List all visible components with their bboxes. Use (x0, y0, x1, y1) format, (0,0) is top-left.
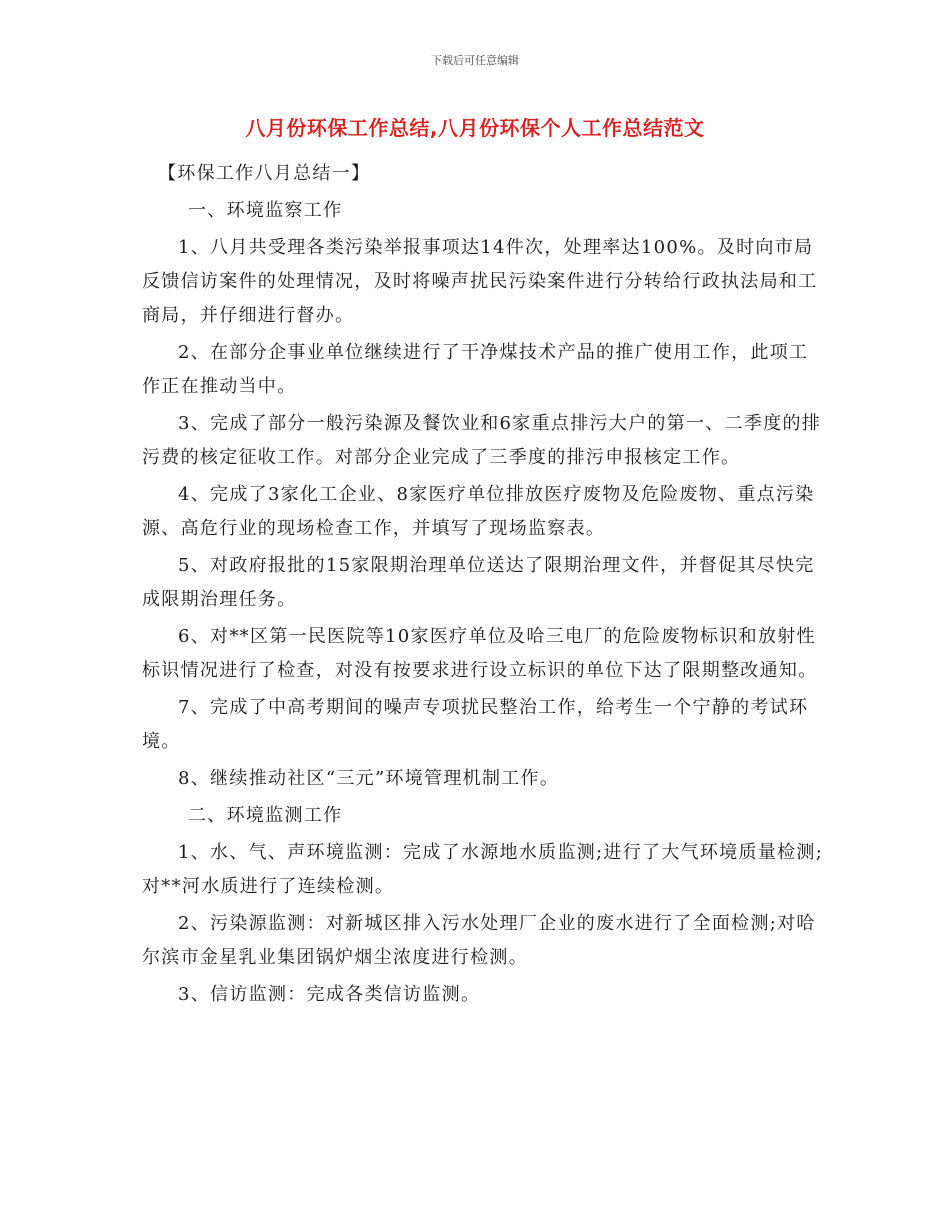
paragraph: 6、对**区第一民医院等10家医疗单位及哈三电厂的危险废物标识和放射性标识情况进行了检查，对没有按要求进行设立标识的单位下达了限期整改通知。 (142, 626, 818, 681)
paragraph: 2、在部分企事业单位继续进行了干净煤技术产品的推广使用工作，此项工作正在推动当中。 (142, 342, 809, 397)
paragraph: 8、继续推动社区“三元”环境管理机制工作。 (178, 768, 560, 789)
paragraph: 1、水、气、声环境监测：完成了水源地水质监测;进行了大气环境质量检测;对**河水质进行了连续检测。 (142, 842, 824, 897)
paragraph: 7、完成了中高考期间的噪声专项扰民整治工作，给考生一个宁静的考试环境。 (142, 697, 809, 752)
section-heading: 【环保工作八月总结一】 (158, 163, 371, 184)
paragraph: 4、完成了3家化工企业、8家医疗单位排放医疗废物及危险废物、重点污染源、高危行业的现场检查工作，并填写了现场监察表。 (142, 484, 815, 539)
paragraph: 3、完成了部分一般污染源及餐饮业和6家重点排污大户的第一、二季度的排污费的核定征收工作。对部分企业完成了三季度的排污申报核定工作。 (142, 413, 822, 468)
paragraph: 2、污染源监测：对新城区排入污水处理厂企业的废水进行了全面检测;对哈尔滨市金星乳业集团锅炉烟尘浓度进行检测。 (142, 913, 816, 968)
part2-heading: 二、环境监测工作 (188, 805, 343, 826)
document-body (142, 157, 827, 1015)
part1-heading: 一、环境监察工作 (188, 200, 343, 221)
document-title: 八月份环保工作总结,八月份环保个人工作总结范文 (245, 116, 705, 140)
paragraph: 1、八月共受理各类污染举报事项达14件次，处理率达100%。及时向市局反馈信访案件的处理情况，及时将噪声扰民污染案件进行分转给行政执法局和工商局，并仔细进行督办。 (142, 237, 818, 326)
header-note: 下载后可任意编辑 (431, 54, 519, 67)
paragraph: 5、对政府报批的15家限期治理单位送达了限期治理文件，并督促其尽快完成限期治理任务。 (142, 555, 815, 610)
paragraph: 3、信访监测：完成各类信访监测。 (178, 984, 481, 1005)
